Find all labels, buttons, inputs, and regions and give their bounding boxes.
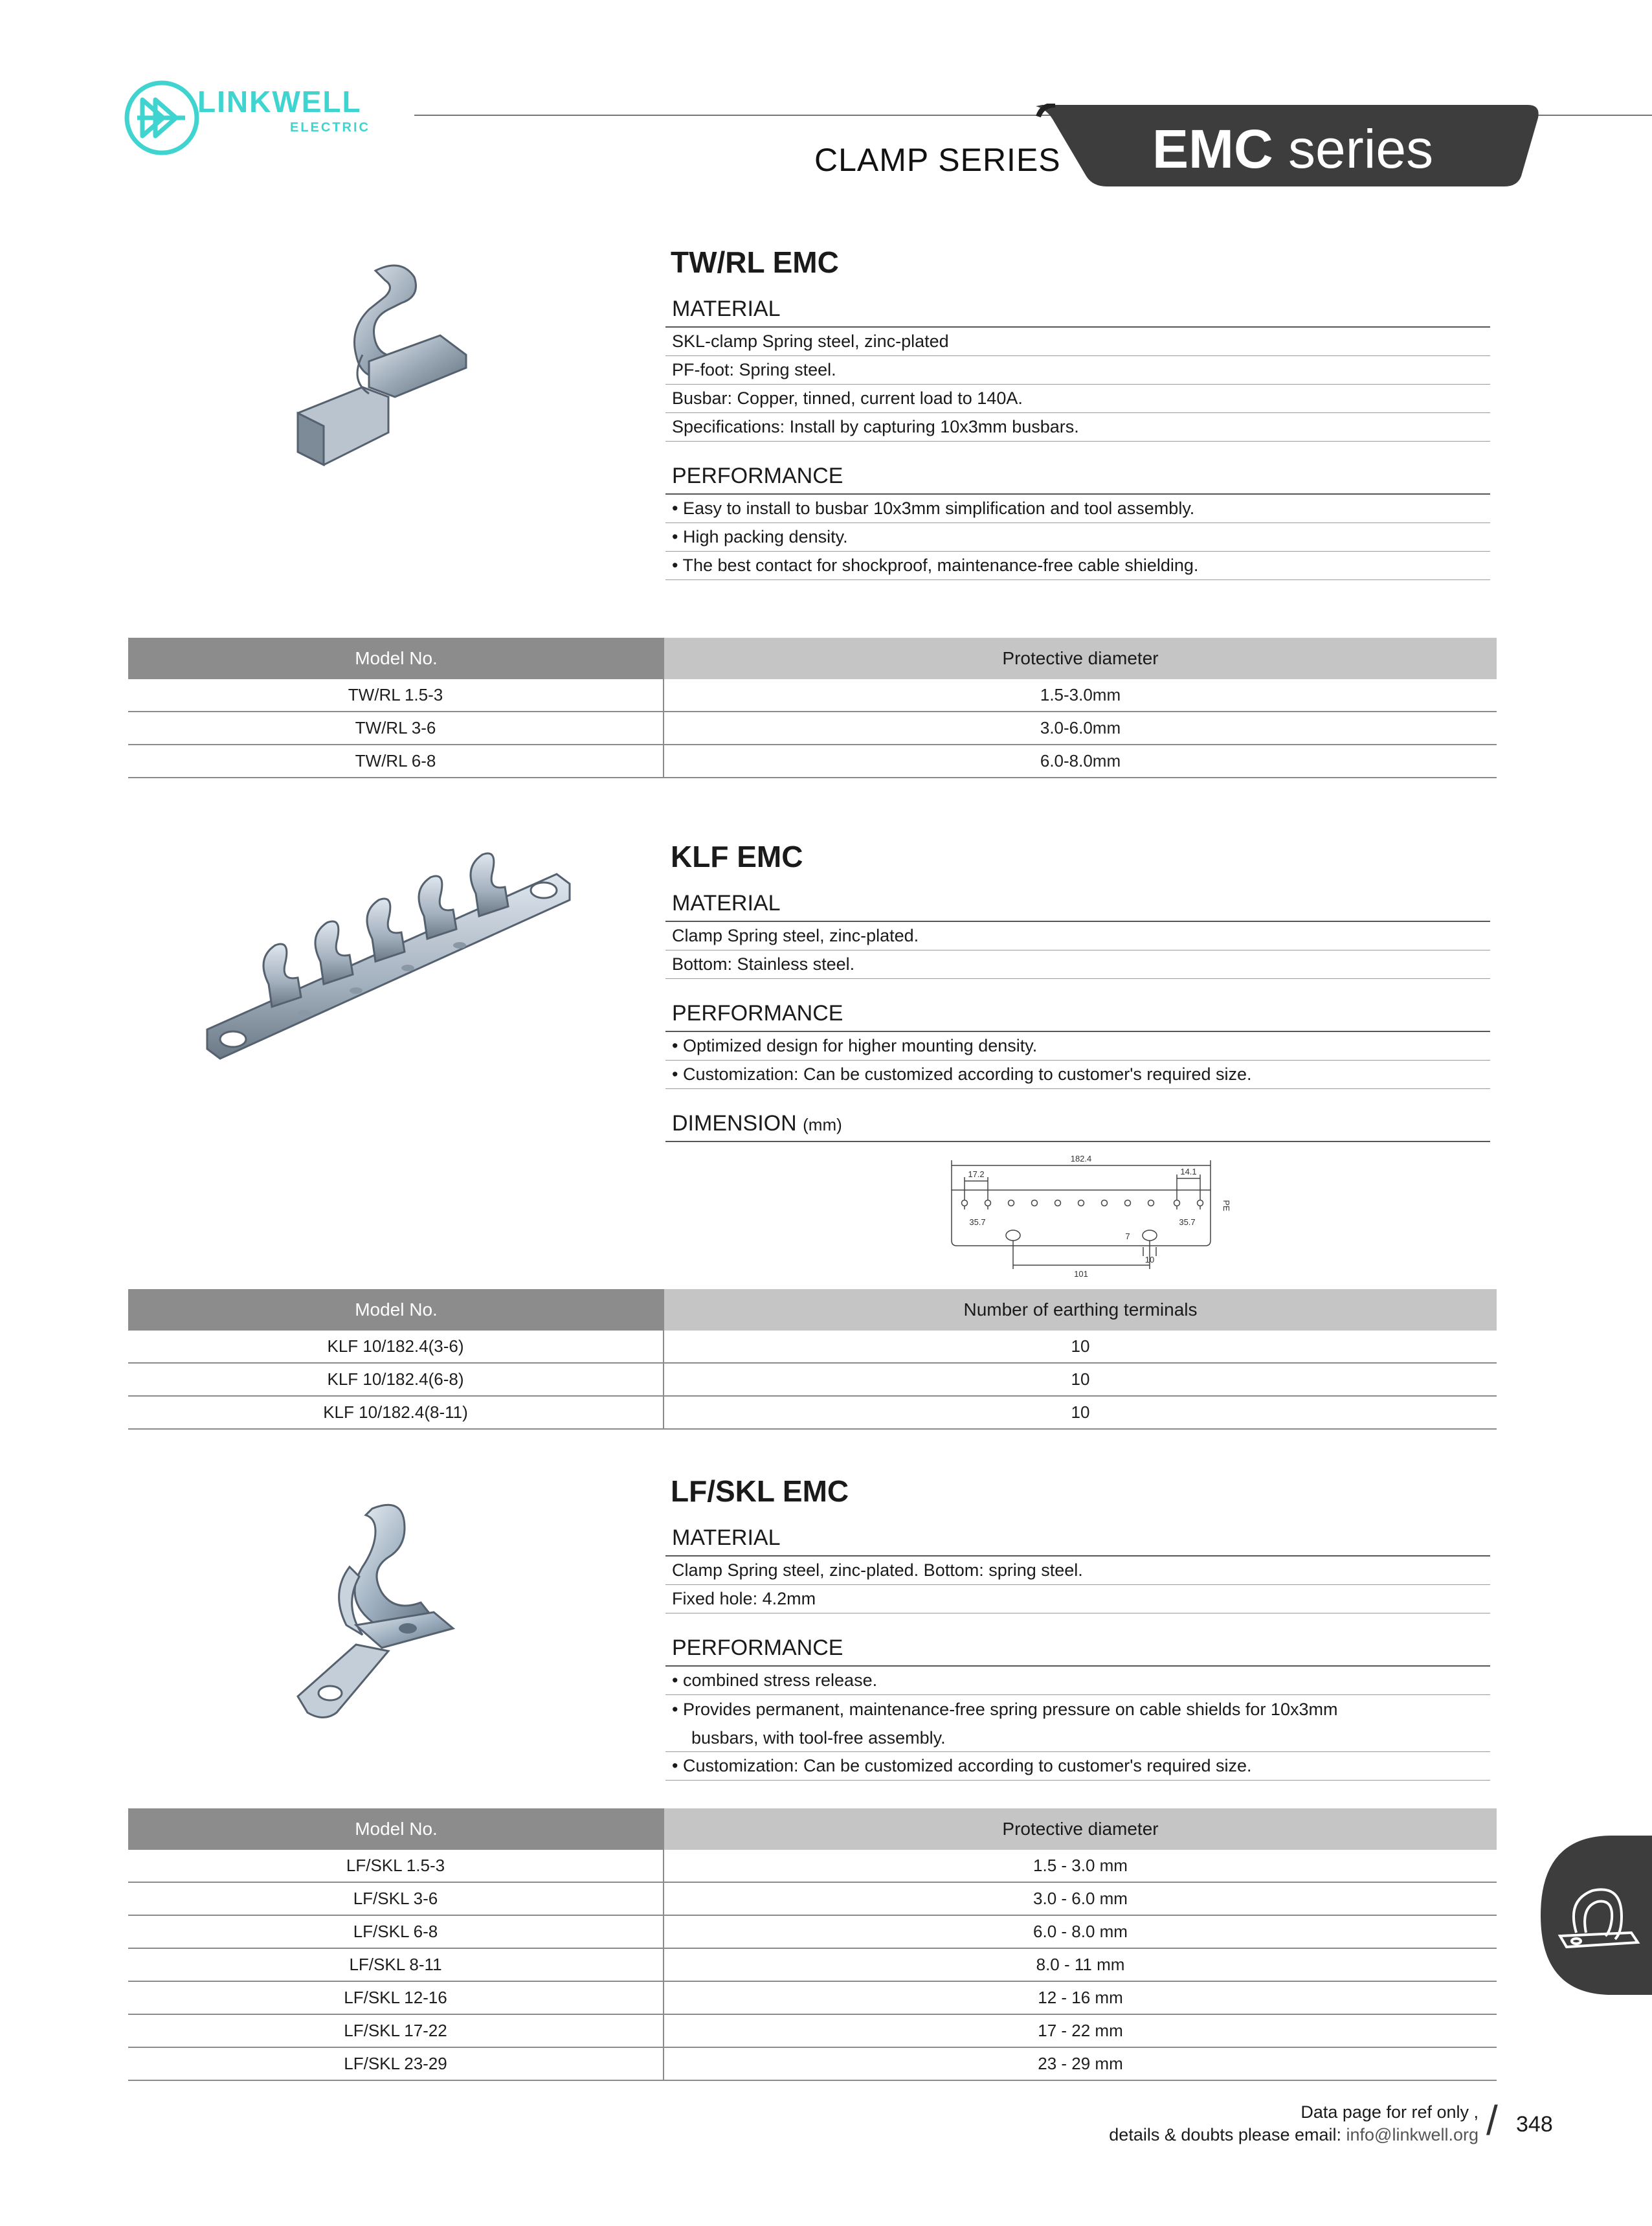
table-row: [128, 712, 1497, 745]
header-model-no: Model No.: [128, 638, 664, 679]
diameter-cell: 6.0 - 8.0 mm: [1033, 1922, 1128, 1941]
table-row: [128, 1850, 1497, 1883]
diameter-cell: 3.0 - 6.0 mm: [1033, 1889, 1128, 1908]
model-cell: TW/RL 6-8: [128, 745, 664, 777]
diameter-cell: 17 - 22 mm: [1038, 2021, 1123, 2040]
model-cell: TW/RL 3-6: [128, 712, 664, 744]
model-cell: LF/SKL 17-22: [128, 2015, 664, 2047]
tw-rl-performance-item: • Easy to install to busbar 10x3mm simplification and tool assembly.: [665, 495, 1490, 523]
dimension-unit: (mm): [803, 1115, 842, 1134]
footer-contact-label: details & doubts please email:: [1109, 2125, 1346, 2144]
lf-skl-performance-list: [665, 1667, 1490, 1781]
diameter-cell: 1.5-3.0mm: [1040, 685, 1121, 704]
header-model-no: Model No.: [128, 1289, 664, 1331]
diameter-cell: 6.0-8.0mm: [1040, 751, 1121, 770]
tw-rl-material-list: [665, 328, 1490, 442]
clamp-category-tab: [1541, 1836, 1652, 1995]
series-title-rest: series: [1273, 118, 1434, 179]
diameter-cell: 3.0-6.0mm: [1040, 718, 1121, 737]
klf-table: [128, 1289, 1497, 1430]
model-cell: TW/RL 1.5-3: [128, 679, 664, 711]
brand-subtitle: ELECTRIC: [290, 120, 370, 135]
diameter-cell: 8.0 - 11 mm: [1036, 1955, 1125, 1974]
klf-performance-list: [665, 1032, 1490, 1089]
linkwell-logo-icon: [123, 79, 201, 157]
table-row: [128, 1916, 1497, 1949]
footer-email-link[interactable]: info@linkwell.org: [1346, 2125, 1479, 2144]
header-protective-diameter: Protective diameter: [664, 1808, 1497, 1850]
model-cell: LF/SKL 12-16: [128, 1982, 664, 2014]
lf-skl-performance-item: [665, 1695, 1490, 1752]
klf-material-item: Bottom: Stainless steel.: [665, 950, 1490, 979]
tw-rl-product-image: [272, 258, 479, 491]
lf-skl-performance-item: • Customization: Can be customized according to customer's required size.: [665, 1752, 1490, 1781]
diameter-cell: 1.5 - 3.0 mm: [1033, 1856, 1128, 1875]
klf-dimension-rule: [665, 1141, 1490, 1142]
table-header: [128, 1289, 1497, 1331]
tw-rl-material-heading: MATERIAL: [672, 297, 781, 321]
lf-skl-performance-heading: PERFORMANCE: [672, 1636, 843, 1660]
model-cell: LF/SKL 3-6: [128, 1883, 664, 1915]
lf-skl-material-item: Fixed hole: 4.2mm: [665, 1585, 1490, 1613]
klf-performance-heading: PERFORMANCE: [672, 1001, 843, 1026]
table-header: [128, 638, 1497, 679]
dim-right-pitch: 14.1: [1180, 1167, 1197, 1176]
tw-rl-performance-list: [665, 495, 1490, 580]
dim-slot: 101: [1074, 1269, 1088, 1279]
page-number: 348: [1516, 2112, 1553, 2137]
table-row: [128, 1331, 1497, 1364]
model-cell: LF/SKL 6-8: [128, 1916, 664, 1948]
dim-hole: 7: [1125, 1231, 1130, 1241]
footer-contact: [1109, 2125, 1479, 2145]
terminals-cell: 10: [1071, 1336, 1090, 1356]
klf-dimension-heading: [672, 1111, 842, 1136]
lf-skl-product-image: [285, 1496, 479, 1729]
table-row: [128, 745, 1497, 778]
dim-slot-width: 10: [1144, 1255, 1155, 1265]
table-header: [128, 1808, 1497, 1850]
terminals-cell: 10: [1071, 1402, 1090, 1422]
terminals-cell: 10: [1071, 1369, 1090, 1389]
tw-rl-table: [128, 638, 1497, 778]
table-row: [128, 1397, 1497, 1430]
dim-total: 182.4: [1070, 1154, 1092, 1164]
series-title: [1152, 118, 1433, 181]
diameter-cell: 23 - 29 mm: [1038, 2054, 1123, 2073]
dimension-label: DIMENSION: [672, 1111, 797, 1136]
table-row: [128, 2015, 1497, 2048]
table-row: [128, 2048, 1497, 2081]
klf-product-image: [194, 835, 583, 1075]
tw-rl-performance-item: • The best contact for shockproof, maintenance-free cable shielding.: [665, 552, 1490, 580]
header-protective-diameter: Protective diameter: [664, 638, 1497, 679]
model-cell: KLF 10/182.4(6-8): [128, 1364, 664, 1395]
klf-performance-item: • Customization: Can be customized according to customer's required size.: [665, 1061, 1490, 1089]
lf-skl-material-item: Clamp Spring steel, zinc-plated. Bottom: spring steel.: [665, 1557, 1490, 1585]
lf-skl-title: LF/SKL EMC: [671, 1474, 849, 1508]
header-model-no: Model No.: [128, 1808, 664, 1850]
performance-line: • Provides permanent, maintenance-free spring pressure on cable shields for 10x3mm: [672, 1700, 1338, 1719]
klf-title: KLF EMC: [671, 840, 803, 873]
klf-material-heading: MATERIAL: [672, 891, 781, 916]
tw-rl-title: TW/RL EMC: [671, 245, 839, 279]
series-title-bold: EMC: [1152, 118, 1273, 179]
tw-rl-performance-heading: PERFORMANCE: [672, 464, 843, 488]
table-row: [128, 1982, 1497, 2015]
terminal-holes: [962, 1200, 1203, 1206]
klf-performance-item: • Optimized design for higher mounting density.: [665, 1032, 1490, 1061]
table-row: [128, 1949, 1497, 1982]
footer-disclaimer: Data page for ref only ,: [1300, 2102, 1479, 2122]
dim-left-end: 35.7: [969, 1217, 986, 1227]
dim-left-pitch: 17.2: [968, 1169, 985, 1179]
klf-dimension-drawing: [932, 1145, 1249, 1281]
lf-skl-table: [128, 1808, 1497, 2081]
diameter-cell: 12 - 16 mm: [1038, 1988, 1123, 2007]
page-number-separator: /: [1486, 2097, 1498, 2144]
dim-right-end: 35.7: [1179, 1217, 1196, 1227]
tw-rl-material-item: Specifications: Install by capturing 10x3mm busbars.: [665, 413, 1490, 442]
model-cell: LF/SKL 23-29: [128, 2048, 664, 2080]
lf-skl-material-list: [665, 1557, 1490, 1613]
klf-material-list: [665, 922, 1490, 979]
model-cell: LF/SKL 8-11: [128, 1949, 664, 1981]
model-cell: KLF 10/182.4(3-6): [128, 1331, 664, 1362]
model-cell: LF/SKL 1.5-3: [128, 1850, 664, 1882]
header-earthing-terminals: Number of earthing terminals: [664, 1289, 1497, 1331]
tw-rl-performance-item: • High packing density.: [665, 523, 1490, 552]
lf-skl-performance-item: • combined stress release.: [665, 1667, 1490, 1695]
tw-rl-material-item: Busbar: Copper, tinned, current load to 140A.: [665, 385, 1490, 413]
klf-material-item: Clamp Spring steel, zinc-plated.: [665, 922, 1490, 950]
tw-rl-material-item: PF-foot: Spring steel.: [665, 356, 1490, 385]
table-row: [128, 1364, 1497, 1397]
tw-rl-material-item: SKL-clamp Spring steel, zinc-plated: [665, 328, 1490, 356]
table-row: [128, 679, 1497, 712]
table-row: [128, 1883, 1497, 1916]
model-cell: KLF 10/182.4(8-11): [128, 1397, 664, 1428]
section-heading: CLAMP SERIES: [814, 142, 1061, 178]
brand-name: LINKWELL: [197, 85, 362, 118]
dim-pe: PE: [1222, 1200, 1231, 1211]
lf-skl-material-heading: MATERIAL: [672, 1525, 781, 1550]
performance-line-continued: busbars, with tool-free assembly.: [691, 1728, 946, 1748]
